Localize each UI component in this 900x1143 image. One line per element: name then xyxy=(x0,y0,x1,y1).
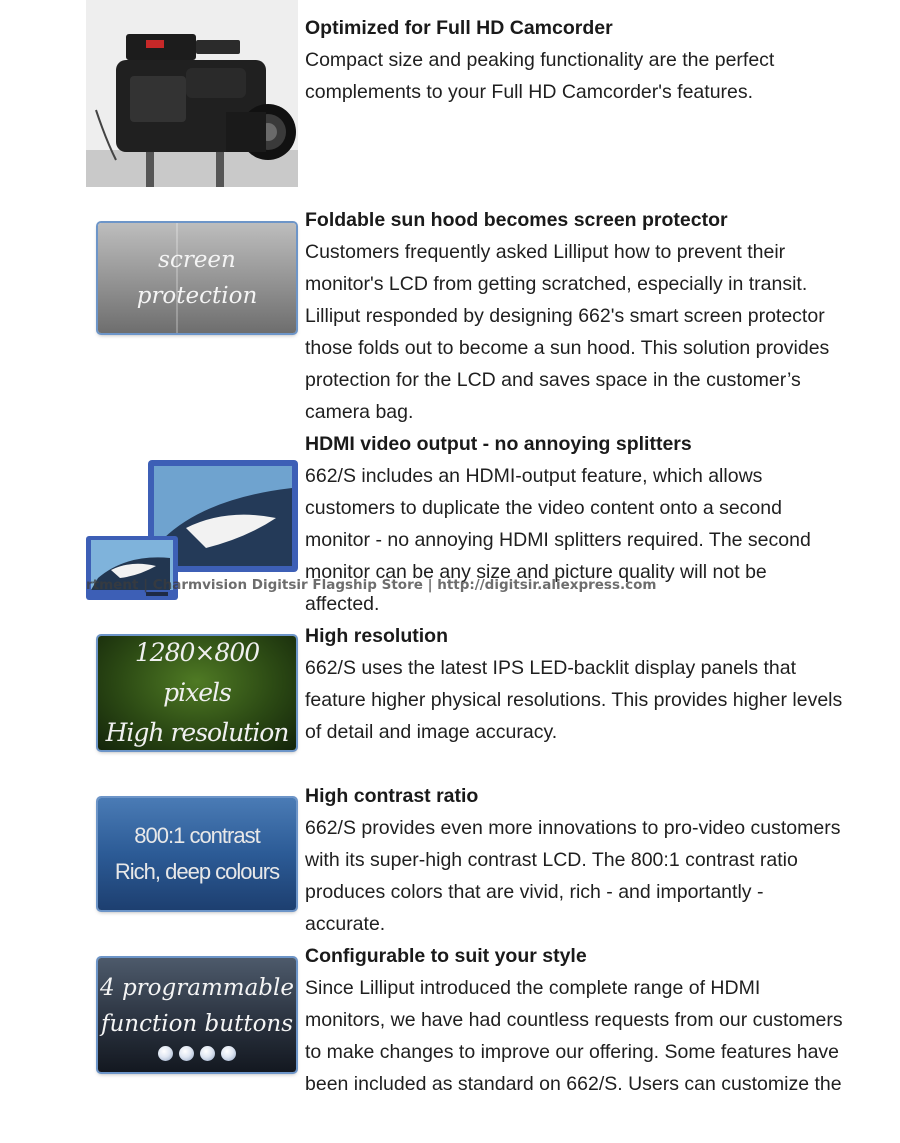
button-dots xyxy=(158,1046,236,1061)
feature-body: Customers frequently asked Lilliput how to prevent their monitor's LCD from getting scratched, especially in transit. Lilliput responded by designing 662's smart screen protector those folds out to become a sun hood. This solution provides protection for the LCD and saves space in the customer’s camera bag. xyxy=(305,241,830,423)
feature-text xyxy=(305,780,845,940)
dot-icon xyxy=(179,1046,194,1061)
feature-body: Since Lilliput introduced the complete range of HDMI monitors, we have had countless requests from our customers to make changes to improve our offering. Some features have been included as standard on 662/S. Users can customize the xyxy=(305,977,843,1095)
badge-line: protection xyxy=(136,283,258,309)
dot-icon xyxy=(158,1046,173,1061)
feature-body: Compact size and peaking functionality are the perfect complements to your Full HD Camcorder's features. xyxy=(305,49,775,103)
badge-line: 4 programmable xyxy=(100,974,294,1001)
feature-title: Optimized for Full HD Camcorder xyxy=(305,17,613,39)
feature-text xyxy=(305,204,845,428)
badge-line: function buttons xyxy=(100,1010,294,1037)
feature-text xyxy=(305,940,845,1100)
feature-body: 662/S uses the latest IPS LED-backlit display panels that feature higher physical resolutions. This provides higher levels of detail and image accuracy. xyxy=(305,657,843,743)
store-watermark: rtment | Charmvision Digitsir Flagship Store | http://digitsir.aliexpress.com xyxy=(86,577,657,593)
badge-line: 800:1 contrast xyxy=(134,823,260,848)
feature-text xyxy=(305,12,845,108)
dot-icon xyxy=(200,1046,215,1061)
badge-line: Rich, deep colours xyxy=(114,859,280,884)
screen-protection-badge xyxy=(98,223,296,333)
badge-line: 1280×800 pixels xyxy=(134,638,260,707)
camcorder-image xyxy=(86,0,298,187)
high-resolution-badge xyxy=(98,636,296,750)
feature-title: Foldable sun hood becomes screen protector xyxy=(305,209,728,231)
dot-icon xyxy=(221,1046,236,1061)
feature-body: 662/S provides even more innovations to pro-video customers with its super-high contrast LCD. The 800:1 contrast ratio produces colors that are vivid, rich - and importantly - accurate. xyxy=(305,817,841,935)
feature-title: Configurable to suit your style xyxy=(305,945,587,967)
feature-title: High resolution xyxy=(305,625,448,647)
badge-line: High resolution xyxy=(105,718,289,747)
feature-body: 662/S includes an HDMI-output feature, which allows customers to duplicate the video content onto a second monitor - no annoying HDMI splitters required. The second monitor can be any size and picture quality will not be affected. xyxy=(305,465,811,615)
contrast-badge xyxy=(98,798,296,910)
feature-title: High contrast ratio xyxy=(305,785,479,807)
badge-line: screen xyxy=(158,247,236,273)
function-buttons-badge xyxy=(98,958,296,1072)
feature-text xyxy=(305,620,845,748)
feature-title: HDMI video output - no annoying splitters xyxy=(305,433,692,455)
